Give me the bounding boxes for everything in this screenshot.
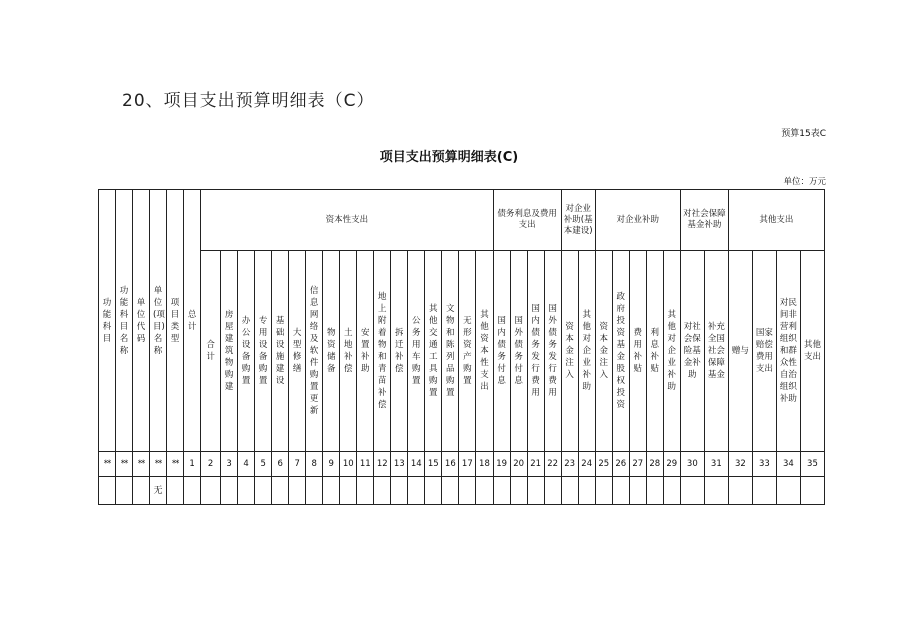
column-number: 3 xyxy=(221,452,238,477)
budget-table-wrapper xyxy=(98,189,825,502)
data-cell xyxy=(306,477,323,505)
column-number: 4 xyxy=(238,452,255,477)
group-capital: 资本性支出 xyxy=(201,190,494,251)
subheader-other-1: 赠与 xyxy=(728,251,752,452)
data-cell xyxy=(272,477,289,505)
table-row xyxy=(99,477,825,505)
group-social-security: 对社会保障基金补助 xyxy=(680,190,728,251)
subheader-capital-12: 拆迁补偿 xyxy=(391,251,408,452)
column-number: 14 xyxy=(408,452,425,477)
data-cell xyxy=(442,477,459,505)
subheader-capital-10: 安置补助 xyxy=(357,251,374,452)
subheader-enterprise-subsidy-3: 费用补贴 xyxy=(629,251,646,452)
data-cell xyxy=(116,477,133,505)
column-number: 30 xyxy=(680,452,704,477)
subheader-debt-interest-4: 国外债务发行费用 xyxy=(544,251,561,452)
data-cell xyxy=(255,477,272,505)
subheader-capital-13: 公务用车购置 xyxy=(408,251,425,452)
column-number: 8 xyxy=(306,452,323,477)
subheader-capital-4: 专用设备购置 xyxy=(255,251,272,452)
data-cell xyxy=(476,477,493,505)
column-number: 10 xyxy=(340,452,357,477)
header-total: 总计 xyxy=(184,190,201,452)
header-function-subject-name: 功能科目名称 xyxy=(116,190,133,452)
subheader-capital-5: 基础设施建设 xyxy=(272,251,289,452)
column-number: 16 xyxy=(442,452,459,477)
column-number: 33 xyxy=(752,452,776,477)
column-number: 32 xyxy=(728,452,752,477)
data-cell xyxy=(374,477,391,505)
page-heading: 20、项目支出预算明细表（C） xyxy=(122,91,375,111)
data-cell xyxy=(595,477,612,505)
subheader-enterprise-capital-1: 资本金注入 xyxy=(561,251,578,452)
column-number: 19 xyxy=(493,452,510,477)
column-number: 29 xyxy=(663,452,680,477)
data-cell xyxy=(238,477,255,505)
column-number: 21 xyxy=(527,452,544,477)
subheader-capital-7: 信息网络及软件购置更新 xyxy=(306,251,323,452)
subheader-capital-2: 房屋建筑物购建 xyxy=(221,251,238,452)
column-number: 23 xyxy=(561,452,578,477)
data-cell xyxy=(704,477,728,505)
column-number: 5 xyxy=(255,452,272,477)
column-number: 7 xyxy=(289,452,306,477)
star-cell: ** xyxy=(133,452,150,477)
data-cell xyxy=(323,477,340,505)
subheader-capital-6: 大型修缮 xyxy=(289,251,306,452)
data-cell xyxy=(629,477,646,505)
subheader-capital-8: 物资储备 xyxy=(323,251,340,452)
header-project-type: 项目类型 xyxy=(167,190,184,452)
group-enterprise-capital: 对企业补助(基本建设) xyxy=(561,190,595,251)
data-cell xyxy=(167,477,184,505)
column-number: 27 xyxy=(629,452,646,477)
star-cell: ** xyxy=(99,452,116,477)
data-cell xyxy=(800,477,824,505)
subheader-other-3: 对民间非营利组织和群众性自治组织补助 xyxy=(776,251,800,452)
header-function-subject: 功能科目 xyxy=(99,190,116,452)
data-cell xyxy=(425,477,442,505)
data-cell xyxy=(680,477,704,505)
subheader-other-4: 其他支出 xyxy=(800,251,824,452)
subheader-enterprise-capital-2: 其他对企业补助 xyxy=(578,251,595,452)
data-cell xyxy=(340,477,357,505)
data-cell xyxy=(663,477,680,505)
subheader-debt-interest-3: 国内债务发行费用 xyxy=(527,251,544,452)
subheader-capital-16: 无形资产购置 xyxy=(459,251,476,452)
column-number: 18 xyxy=(476,452,493,477)
unit-name-value: 无 xyxy=(150,477,167,505)
column-number: 20 xyxy=(510,452,527,477)
subheader-capital-15: 文物和陈列品购置 xyxy=(442,251,459,452)
header-row-subcolumns xyxy=(99,251,825,452)
star-cell: ** xyxy=(150,452,167,477)
subheader-enterprise-subsidy-2: 政府投资基金股权投资 xyxy=(612,251,629,452)
data-cell xyxy=(776,477,800,505)
subheader-social-security-2: 补充全国社会保障基金 xyxy=(704,251,728,452)
table-title: 项目支出预算明细表(C) xyxy=(379,150,519,165)
subheader-capital-17: 其他资本性支出 xyxy=(476,251,493,452)
group-enterprise-subsidy: 对企业补助 xyxy=(595,190,680,251)
column-number: 6 xyxy=(272,452,289,477)
data-cell xyxy=(752,477,776,505)
column-number: 26 xyxy=(612,452,629,477)
data-cell xyxy=(527,477,544,505)
subheader-other-2: 国家赔偿费用支出 xyxy=(752,251,776,452)
subheader-capital-11: 地上附着物和青苗补偿 xyxy=(374,251,391,452)
column-number: 22 xyxy=(544,452,561,477)
column-number: 35 xyxy=(800,452,824,477)
column-number: 12 xyxy=(374,452,391,477)
column-number: 9 xyxy=(323,452,340,477)
data-cell xyxy=(612,477,629,505)
data-cell xyxy=(578,477,595,505)
column-number: 17 xyxy=(459,452,476,477)
header-unit-name: 单位(项目)名称 xyxy=(150,190,167,452)
subheader-capital-3: 办公设备购置 xyxy=(238,251,255,452)
subheader-capital-9: 土地补偿 xyxy=(340,251,357,452)
subheader-enterprise-subsidy-4: 利息补贴 xyxy=(646,251,663,452)
column-number: 25 xyxy=(595,452,612,477)
column-number: 24 xyxy=(578,452,595,477)
column-number: 13 xyxy=(391,452,408,477)
group-other: 其他支出 xyxy=(728,190,824,251)
form-code: 预算15表C xyxy=(781,129,826,139)
subheader-debt-interest-1: 国内债务付息 xyxy=(493,251,510,452)
data-cell xyxy=(544,477,561,505)
header-row-groups xyxy=(99,190,825,251)
column-number: 11 xyxy=(357,452,374,477)
column-number: 31 xyxy=(704,452,728,477)
subheader-debt-interest-2: 国外债务付息 xyxy=(510,251,527,452)
star-cell: ** xyxy=(116,452,133,477)
column-number: 15 xyxy=(425,452,442,477)
unit-label: 单位：万元 xyxy=(783,177,826,187)
budget-detail-table xyxy=(98,189,825,505)
header-unit-code: 单位代码 xyxy=(133,190,150,452)
data-cell xyxy=(201,477,221,505)
subheader-social-security-1: 对社会保险基金补助 xyxy=(680,251,704,452)
data-cell xyxy=(133,477,150,505)
data-cell xyxy=(357,477,374,505)
data-cell xyxy=(510,477,527,505)
group-debt-interest: 债务利息及费用支出 xyxy=(493,190,561,251)
data-cell xyxy=(561,477,578,505)
data-cell xyxy=(728,477,752,505)
data-cell xyxy=(184,477,201,505)
column-number: 28 xyxy=(646,452,663,477)
data-cell xyxy=(221,477,238,505)
data-cell xyxy=(459,477,476,505)
data-cell xyxy=(99,477,116,505)
column-number: 2 xyxy=(201,452,221,477)
data-cell xyxy=(391,477,408,505)
star-cell: ** xyxy=(167,452,184,477)
subheader-enterprise-subsidy-5: 其他对企业补助 xyxy=(663,251,680,452)
subheader-enterprise-subsidy-1: 资本金注入 xyxy=(595,251,612,452)
data-cell xyxy=(289,477,306,505)
data-cell xyxy=(646,477,663,505)
data-cell xyxy=(408,477,425,505)
column-number-row xyxy=(99,452,825,477)
column-number: 34 xyxy=(776,452,800,477)
subheader-capital-14: 其他交通工具购置 xyxy=(425,251,442,452)
subheader-capital-1: 合计 xyxy=(201,251,221,452)
column-number: 1 xyxy=(184,452,201,477)
data-cell xyxy=(493,477,510,505)
